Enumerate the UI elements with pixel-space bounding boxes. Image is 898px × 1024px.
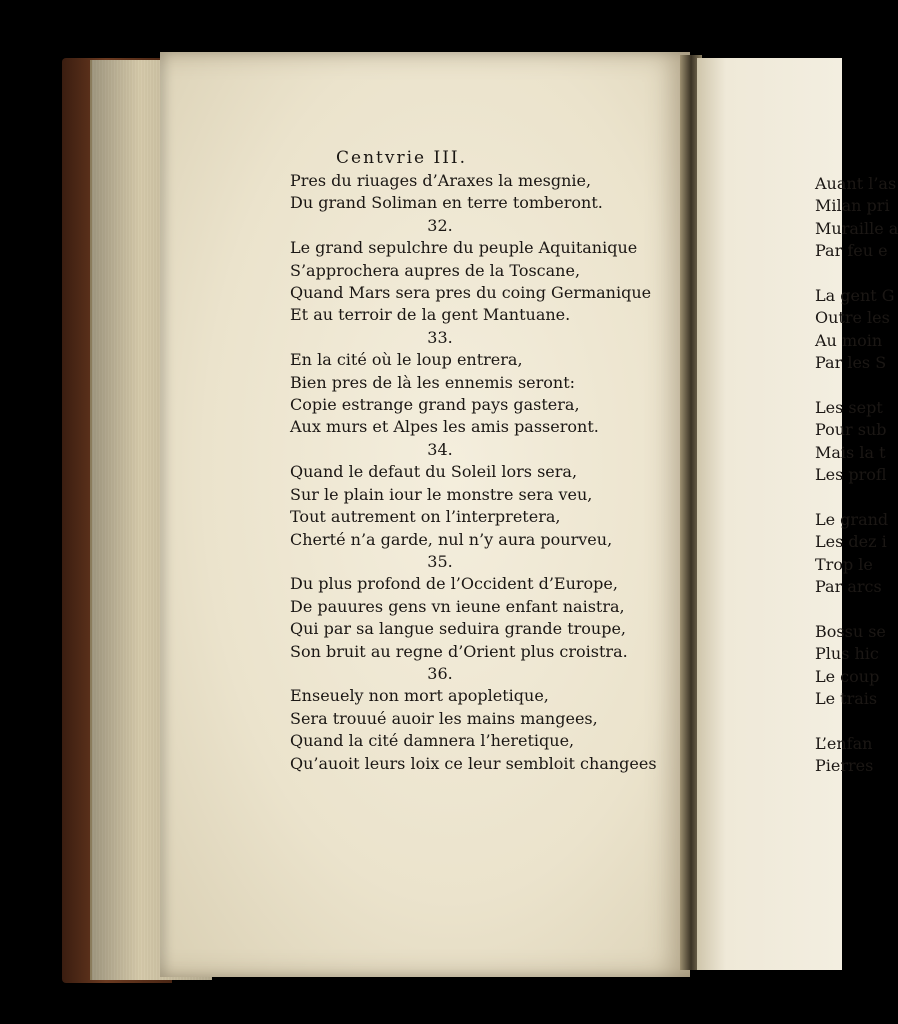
stanza-gap xyxy=(815,711,895,733)
verse-line: Quand le defaut du Soleil lors sera, xyxy=(290,462,578,482)
verse-line-fragment: Les sept xyxy=(815,398,883,418)
stanza-gap xyxy=(815,375,895,397)
verse-line: Qu’auoit leurs loix ce leur sembloit changees xyxy=(290,753,657,773)
verse-line: Bien pres de là les ennemis seront: xyxy=(290,372,576,392)
verse-line-fragment: Le coup xyxy=(815,666,880,686)
verse-line-fragment: Muraille a xyxy=(815,218,898,238)
stanza-gap xyxy=(815,487,895,509)
verse-line-fragment: Bossu se xyxy=(815,622,886,642)
verse-line: Qui par sa langue seduira grande troupe, xyxy=(290,619,626,639)
verse-line: S’approchera aupres de la Toscane, xyxy=(290,260,581,280)
quatrain-number: 36. xyxy=(427,663,453,683)
verse-line: De pauures gens vn ieune enfant naistra, xyxy=(290,596,625,616)
verse-line: Le grand sepulchre du peuple Aquitanique xyxy=(290,238,638,258)
verse-line-fragment: Au moin xyxy=(815,330,883,350)
quatrain-number: 32. xyxy=(427,215,453,235)
verse-line: Sur le plain iour le monstre sera veu, xyxy=(290,484,593,504)
right-page-text xyxy=(815,173,898,778)
verse-line-fragment: Milan pri xyxy=(815,196,890,216)
verse-line-fragment: Par feu e xyxy=(815,241,888,261)
verse-line-fragment: Par arcs xyxy=(815,577,882,597)
right-page xyxy=(697,58,898,970)
verse-line-fragment: Par les S xyxy=(815,353,887,373)
verse-line-fragment: Outre les xyxy=(815,308,890,328)
verse-line-fragment: La gent G xyxy=(815,286,895,306)
verse-line: Cherté n’a garde, nul n’y aura pourveu, xyxy=(290,529,613,549)
verse-line-fragment: Trop le xyxy=(815,554,873,574)
verse-line-fragment: Mais la t xyxy=(815,442,886,462)
quatrain-number: 35. xyxy=(427,551,453,571)
verse-line-fragment: Auant l’as xyxy=(815,174,897,193)
verse-line-fragment: Le grand xyxy=(815,510,889,530)
left-page-text xyxy=(290,170,657,775)
verse-line-fragment: Le trais xyxy=(815,689,878,709)
verse-line-fragment: Les dez i xyxy=(815,532,887,552)
quatrain-number: 33. xyxy=(427,327,453,347)
verse-line: Son bruit au regne d’Orient plus croistra. xyxy=(290,641,628,661)
verse-line: Pres du riuages d’Araxes la mesgnie, xyxy=(290,171,592,190)
verse-line: Quand la cité damnera l’heretique, xyxy=(290,731,575,751)
quatrain-number: 34. xyxy=(427,439,453,459)
verse-line-fragment: Plus hic xyxy=(815,644,879,664)
verse-line: Du plus profond de l’Occident d’Europe, xyxy=(290,574,618,594)
verse-line: En la cité où le loup entrera, xyxy=(290,350,523,370)
verse-line: Quand Mars sera pres du coing Germanique xyxy=(290,283,652,303)
verse-line: Tout autrement on l’interpretera, xyxy=(290,507,561,527)
verse-line: Enseuely non mort apopletique, xyxy=(290,686,549,706)
verse-line-fragment: Pour sub xyxy=(815,420,887,440)
verse-line: Sera trouué auoir les mains mangees, xyxy=(290,708,598,728)
verse-line: Du grand Soliman en terre tomberont. xyxy=(290,193,603,213)
verse-line: Et au terroir de la gent Mantuane. xyxy=(290,305,571,325)
verse-line-fragment: Les profl xyxy=(815,465,887,485)
stanza-gap xyxy=(815,599,895,621)
page-header: Centvrie III. xyxy=(336,148,468,168)
stanza-gap xyxy=(815,263,895,285)
verse-line-fragment: Pierres xyxy=(815,756,874,776)
verse-line: Aux murs et Alpes les amis passeront. xyxy=(290,417,599,437)
verse-line: Copie estrange grand pays gastera, xyxy=(290,395,580,415)
verse-line-fragment: L’enfan xyxy=(815,734,873,754)
